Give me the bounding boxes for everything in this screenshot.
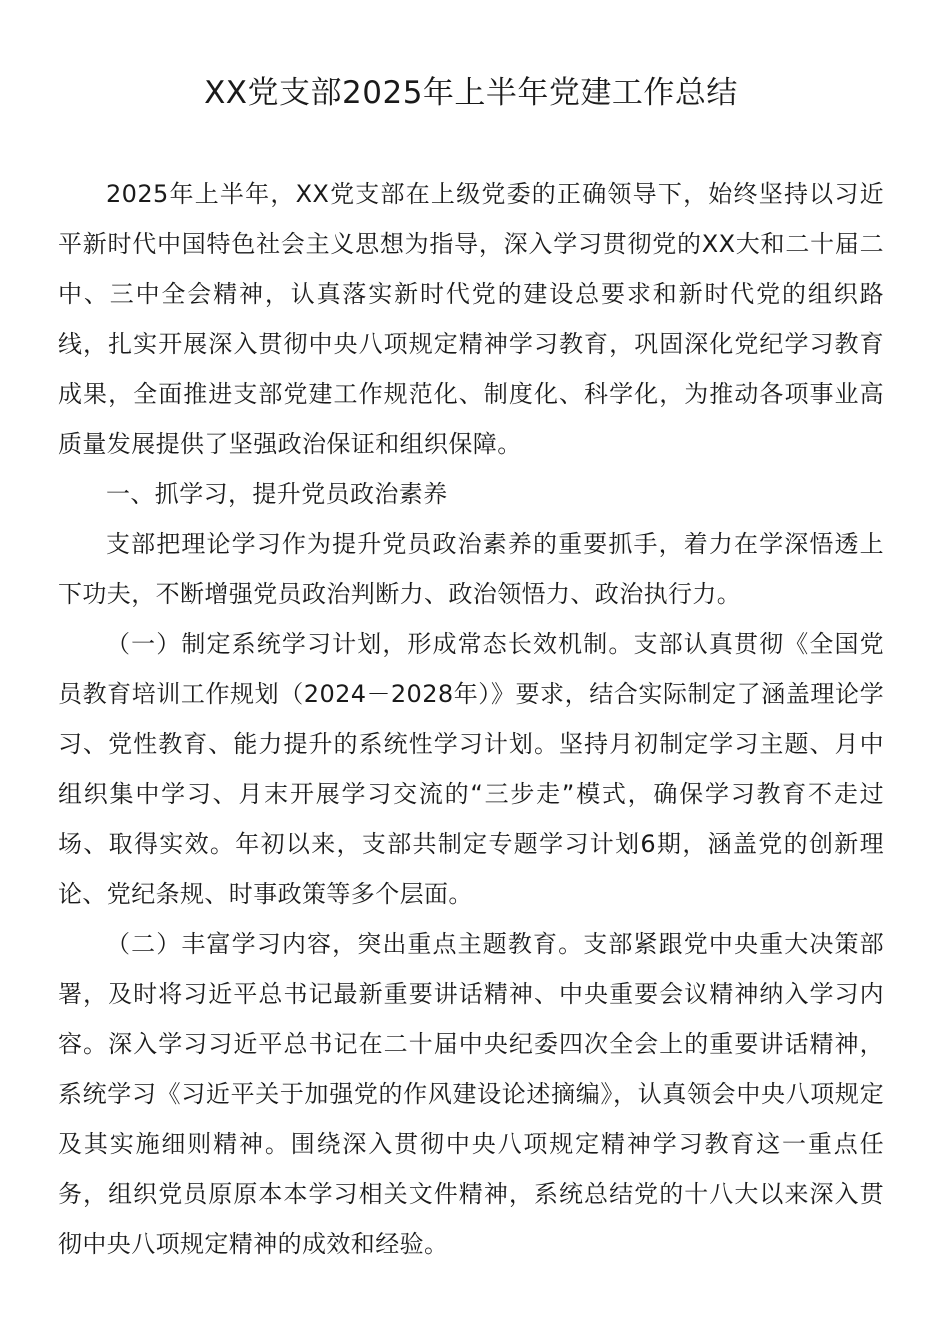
document-title: XX党支部2025年上半年党建工作总结 bbox=[204, 75, 738, 111]
section-1-intro-paragraph: 支部把理论学习作为提升党员政治素养的重要抓手，着力在学深悟透上下功夫，不断增强党员政治判断力、政治领悟力、政治执行力。 bbox=[58, 530, 884, 608]
intro-paragraph: 2025年上半年，XX党支部在上级党委的正确领导下，始终坚持以习近平新时代中国特色社会主义思想为指导，深入学习贯彻党的XX大和二十届二中、三中全会精神，认真落实新时代党的建设总要求和新时代党的组织路线，扎实开展深入贯彻中央八项规定精神学习教育，巩固深化党纪学习教育成果，全面推进支部党建工作规范化、制度化、科学化，为推动各项事业高质量发展提供了坚强政治保证和组织保障。 bbox=[58, 180, 884, 458]
document-body bbox=[58, 169, 884, 1269]
section-heading-1: 一、抓学习，提升党员政治素养 bbox=[106, 480, 448, 508]
subsection-1-paragraph: （一）制定系统学习计划，形成常态长效机制。支部认真贯彻《全国党员教育培训工作规划（2024－2028年）》要求，结合实际制定了涵盖理论学习、党性教育、能力提升的系统性学习计划。坚持月初制定学习主题、月中组织集中学习、月末开展学习交流的“三步走”模式，确保学习教育不走过场、取得实效。年初以来，支部共制定专题学习计划6期，涵盖党的创新理论、党纪条规、时事政策等多个层面。 bbox=[58, 630, 884, 908]
subsection-2-paragraph: （二）丰富学习内容，突出重点主题教育。支部紧跟党中央重大决策部署，及时将习近平总书记最新重要讲话精神、中央重要会议精神纳入学习内容。深入学习习近平总书记在二十届中央纪委四次全会上的重要讲话精神，系统学习《习近平关于加强党的作风建设论述摘编》，认真领会中央八项规定及其实施细则精神。围绕深入贯彻中央八项规定精神学习教育这一重点任务，组织党员原原本本学习相关文件精神，系统总结党的十八大以来深入贯彻中央八项规定精神的成效和经验。 bbox=[58, 930, 884, 1258]
